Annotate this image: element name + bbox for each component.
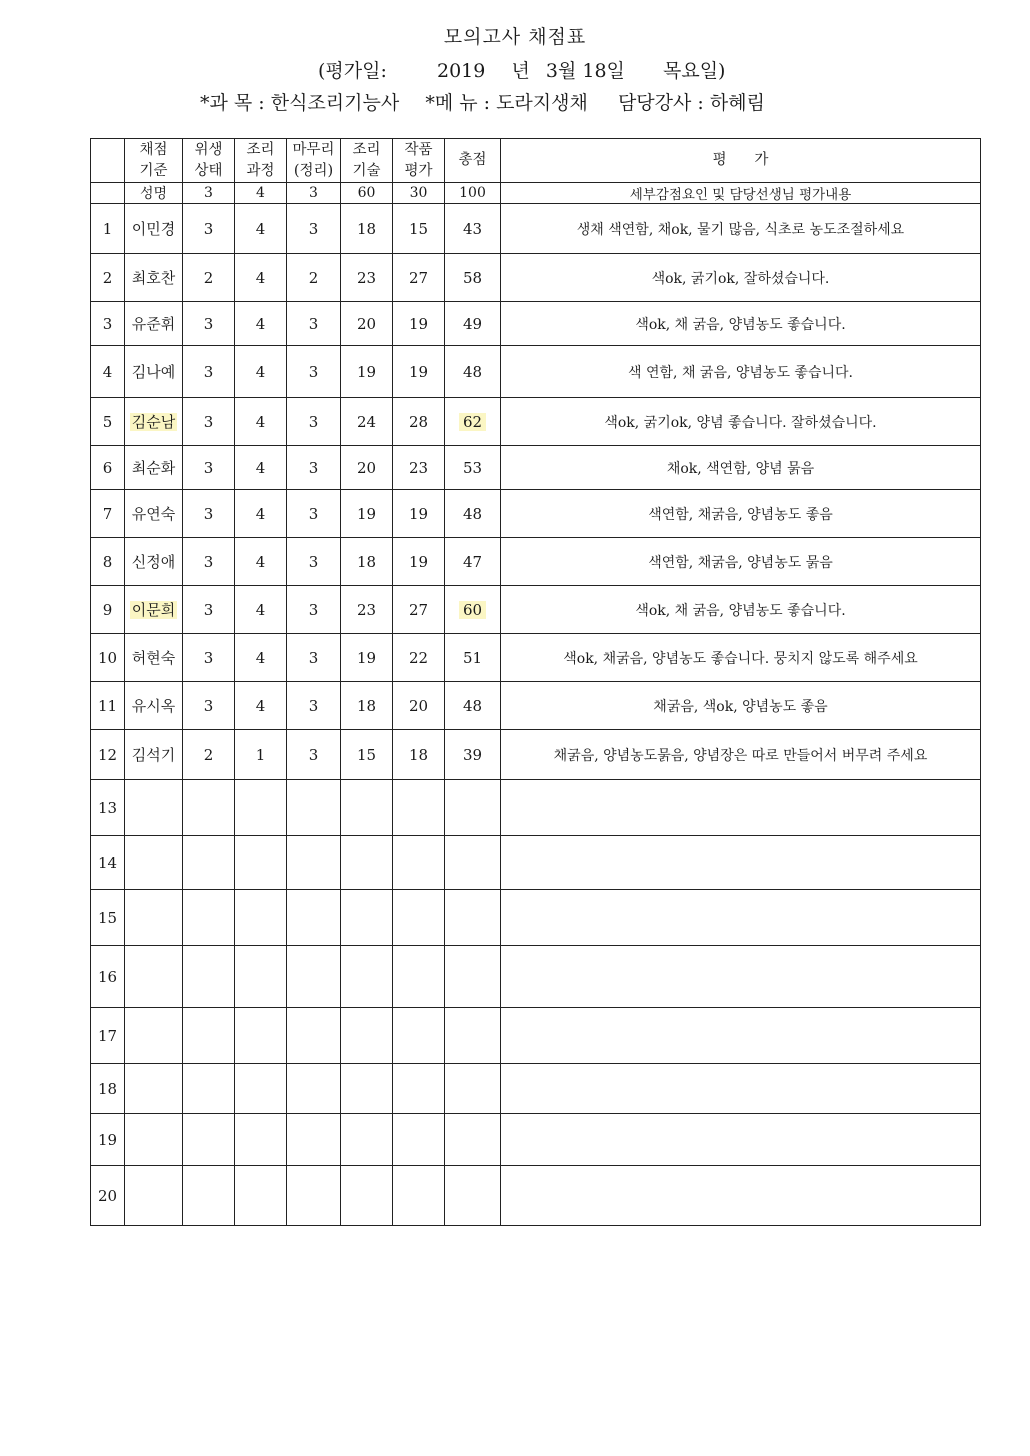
table-row	[91, 346, 981, 398]
technique-score	[341, 946, 393, 1008]
process-score: 4	[235, 586, 287, 634]
cleanup-max: 3	[287, 183, 341, 204]
student-name: 유준휘	[125, 302, 183, 346]
process-score: 4	[235, 538, 287, 586]
hygiene-score: 3	[183, 634, 235, 682]
row-number: 13	[91, 780, 125, 836]
row-number: 20	[91, 1166, 125, 1226]
eval-date-label: (평가일:	[318, 60, 387, 82]
process-score: 4	[235, 634, 287, 682]
row-number: 6	[91, 446, 125, 490]
row-number: 16	[91, 946, 125, 1008]
table-row	[91, 890, 981, 946]
technique-score: 20	[341, 446, 393, 490]
instructor-value: 하혜림	[709, 92, 765, 114]
student-name	[125, 946, 183, 1008]
student-name: 허현숙	[125, 634, 183, 682]
total-score: 48	[445, 346, 501, 398]
technique-score: 18	[341, 538, 393, 586]
row-number: 19	[91, 1114, 125, 1166]
table-row	[91, 586, 981, 634]
presentation-header	[393, 139, 445, 183]
process-score	[235, 946, 287, 1008]
score-table-body	[91, 139, 981, 1226]
document-title: 모의고사 채점표	[443, 26, 587, 48]
menu-label: *메 뉴 :	[425, 92, 491, 114]
table-row	[91, 446, 981, 490]
evaluation-comment: 색연함, 채굵음, 양념농도 좋음	[501, 490, 981, 538]
student-name	[125, 1008, 183, 1064]
table-row	[91, 730, 981, 780]
cleanup-score: 3	[287, 682, 341, 730]
student-name	[125, 398, 183, 446]
criteria-header	[125, 139, 183, 183]
evaluation-comment: 색ok, 굵기ok, 양념 좋습니다. 잘하셨습니다.	[501, 398, 981, 446]
presentation-score	[393, 890, 445, 946]
process-score	[235, 1008, 287, 1064]
technique-score: 19	[341, 634, 393, 682]
table-row	[91, 538, 981, 586]
student-name	[125, 890, 183, 946]
cleanup-score: 3	[287, 490, 341, 538]
total-score	[445, 586, 501, 634]
technique-score: 24	[341, 398, 393, 446]
evaluation-comment: 생채 색연함, 채ok, 물기 많음, 식초로 농도조절하세요	[501, 204, 981, 254]
total-score: 43	[445, 204, 501, 254]
row-number: 7	[91, 490, 125, 538]
evaluation-comment	[501, 946, 981, 1008]
criteria-header-line2: 기준	[139, 162, 168, 179]
table-row	[91, 836, 981, 890]
total-score	[445, 1064, 501, 1114]
technique-score: 20	[341, 302, 393, 346]
eval-year: 2019	[436, 60, 486, 82]
presentation-header-line1: 작품	[404, 141, 433, 158]
evaluation-comment: 색ok, 굵기ok, 잘하셨습니다.	[501, 254, 981, 302]
evaluation-comment	[501, 1166, 981, 1226]
hygiene-score: 3	[183, 538, 235, 586]
table-row	[91, 1064, 981, 1114]
presentation-max: 30	[393, 183, 445, 204]
technique-score: 18	[341, 682, 393, 730]
student-name	[125, 780, 183, 836]
hygiene-score: 3	[183, 204, 235, 254]
highlighted-name: 이문희	[131, 601, 176, 619]
row-number: 1	[91, 204, 125, 254]
student-name: 최순화	[125, 446, 183, 490]
process-score: 4	[235, 302, 287, 346]
total-score	[445, 890, 501, 946]
process-score: 4	[235, 682, 287, 730]
total-score	[445, 398, 501, 446]
total-score	[445, 1114, 501, 1166]
hygiene-score	[183, 836, 235, 890]
row-number: 3	[91, 302, 125, 346]
technique-max: 60	[341, 183, 393, 204]
cleanup-score: 3	[287, 446, 341, 490]
hygiene-score: 3	[183, 490, 235, 538]
eval-year-unit: 년	[511, 60, 530, 82]
process-score	[235, 1166, 287, 1226]
presentation-score	[393, 946, 445, 1008]
subject-label: *과 목 :	[200, 92, 265, 114]
process-header-line1: 조리	[246, 141, 275, 158]
row-number: 11	[91, 682, 125, 730]
hygiene-score	[183, 1114, 235, 1166]
cleanup-score	[287, 1114, 341, 1166]
cleanup-score: 3	[287, 398, 341, 446]
process-score: 4	[235, 446, 287, 490]
total-score: 53	[445, 446, 501, 490]
presentation-score: 23	[393, 446, 445, 490]
presentation-score	[393, 1114, 445, 1166]
presentation-score: 19	[393, 490, 445, 538]
process-score: 1	[235, 730, 287, 780]
row-number: 4	[91, 346, 125, 398]
cleanup-score	[287, 1008, 341, 1064]
row-number: 18	[91, 1064, 125, 1114]
evaluation-comment: 채굵음, 색ok, 양념농도 좋음	[501, 682, 981, 730]
evaluation-date	[318, 56, 725, 83]
technique-score	[341, 780, 393, 836]
evaluation-comment	[501, 890, 981, 946]
total-score: 49	[445, 302, 501, 346]
row-number: 12	[91, 730, 125, 780]
cleanup-header-line2: (정리)	[293, 162, 334, 179]
evaluation-comment	[501, 1008, 981, 1064]
technique-score	[341, 1166, 393, 1226]
process-score: 4	[235, 346, 287, 398]
total-score: 58	[445, 254, 501, 302]
table-row	[91, 204, 981, 254]
student-name	[125, 1166, 183, 1226]
row-number: 15	[91, 890, 125, 946]
evaluation-comment: 채굵음, 양념농도묽음, 양념장은 따로 만들어서 버무려 주세요	[501, 730, 981, 780]
process-score	[235, 836, 287, 890]
presentation-score: 15	[393, 204, 445, 254]
row-number: 2	[91, 254, 125, 302]
hygiene-score: 2	[183, 730, 235, 780]
table-row	[91, 780, 981, 836]
hygiene-score: 3	[183, 682, 235, 730]
highlighted-total: 62	[459, 413, 486, 431]
presentation-score: 27	[393, 254, 445, 302]
table-row	[91, 1166, 981, 1226]
technique-header-line1: 조리	[352, 141, 381, 158]
table-row	[91, 1114, 981, 1166]
score-table	[90, 138, 981, 1226]
cleanup-score	[287, 780, 341, 836]
process-score: 4	[235, 204, 287, 254]
process-score: 4	[235, 254, 287, 302]
hygiene-score: 3	[183, 446, 235, 490]
max-row-number	[91, 183, 125, 204]
table-row	[91, 254, 981, 302]
header-row	[91, 139, 981, 183]
presentation-score: 20	[393, 682, 445, 730]
evaluation-comment: 색 연함, 채 굵음, 양념농도 좋습니다.	[501, 346, 981, 398]
evaluation-note-header: 세부감점요인 및 담당선생님 평가내용	[501, 183, 981, 204]
technique-header	[341, 139, 393, 183]
evaluation-comment: 채ok, 색연함, 양념 묽음	[501, 446, 981, 490]
process-score	[235, 780, 287, 836]
process-header	[235, 139, 287, 183]
student-name: 김석기	[125, 730, 183, 780]
subject-line	[200, 88, 765, 115]
hygiene-score	[183, 1008, 235, 1064]
total-score: 47	[445, 538, 501, 586]
hygiene-header-line1: 위생	[194, 141, 223, 158]
presentation-score: 18	[393, 730, 445, 780]
instructor-label: 담당강사 :	[617, 92, 704, 114]
total-score: 48	[445, 682, 501, 730]
process-score	[235, 1114, 287, 1166]
technique-score	[341, 890, 393, 946]
presentation-score	[393, 1064, 445, 1114]
process-score: 4	[235, 490, 287, 538]
evaluation-comment	[501, 1114, 981, 1166]
row-number: 5	[91, 398, 125, 446]
evaluation-comment: 색연함, 채굵음, 양념농도 묽음	[501, 538, 981, 586]
technique-score	[341, 1064, 393, 1114]
hygiene-header-line2: 상태	[194, 162, 223, 179]
hygiene-score: 3	[183, 302, 235, 346]
total-score: 51	[445, 634, 501, 682]
presentation-score: 19	[393, 538, 445, 586]
eval-month-day: 3월 18일	[545, 60, 625, 82]
technique-score: 19	[341, 346, 393, 398]
presentation-score: 28	[393, 398, 445, 446]
table-row	[91, 946, 981, 1008]
process-score: 4	[235, 398, 287, 446]
row-number: 9	[91, 586, 125, 634]
student-name: 유연숙	[125, 490, 183, 538]
table-row	[91, 302, 981, 346]
table-row	[91, 490, 981, 538]
process-score	[235, 890, 287, 946]
row-number: 10	[91, 634, 125, 682]
cleanup-score: 3	[287, 302, 341, 346]
table-row	[91, 1008, 981, 1064]
student-name	[125, 836, 183, 890]
cleanup-header	[287, 139, 341, 183]
eval-weekday: 목요일)	[663, 60, 726, 82]
cleanup-score	[287, 836, 341, 890]
cleanup-score: 3	[287, 346, 341, 398]
presentation-score	[393, 1008, 445, 1064]
cleanup-score	[287, 946, 341, 1008]
cleanup-header-line1: 마무리	[292, 141, 335, 158]
student-name: 신정애	[125, 538, 183, 586]
evaluation-comment: 색ok, 채굵음, 양념농도 좋습니다. 뭉치지 않도록 해주세요	[501, 634, 981, 682]
student-name: 이민경	[125, 204, 183, 254]
total-header: 총점	[445, 139, 501, 183]
presentation-score: 22	[393, 634, 445, 682]
student-name: 유시옥	[125, 682, 183, 730]
process-max: 4	[235, 183, 287, 204]
hygiene-score: 3	[183, 346, 235, 398]
presentation-score	[393, 780, 445, 836]
cleanup-score	[287, 890, 341, 946]
technique-score: 23	[341, 586, 393, 634]
cleanup-score: 2	[287, 254, 341, 302]
evaluation-comment	[501, 780, 981, 836]
highlighted-name: 김순남	[131, 413, 176, 431]
hygiene-score	[183, 1064, 235, 1114]
total-score	[445, 780, 501, 836]
evaluation-comment: 색ok, 채 굵음, 양념농도 좋습니다.	[501, 586, 981, 634]
total-score	[445, 836, 501, 890]
hygiene-header	[183, 139, 235, 183]
student-name	[125, 1064, 183, 1114]
evaluation-comment	[501, 1064, 981, 1114]
presentation-score: 27	[393, 586, 445, 634]
table-row	[91, 682, 981, 730]
total-score: 39	[445, 730, 501, 780]
menu-value: 도라지생채	[496, 92, 588, 114]
presentation-score	[393, 836, 445, 890]
hygiene-max: 3	[183, 183, 235, 204]
total-max: 100	[445, 183, 501, 204]
hygiene-score	[183, 890, 235, 946]
total-score	[445, 946, 501, 1008]
technique-score: 15	[341, 730, 393, 780]
presentation-score	[393, 1166, 445, 1226]
table-row	[91, 398, 981, 446]
evaluation-comment: 색ok, 채 굵음, 양념농도 좋습니다.	[501, 302, 981, 346]
total-score	[445, 1166, 501, 1226]
technique-score	[341, 1114, 393, 1166]
cleanup-score: 3	[287, 634, 341, 682]
presentation-score: 19	[393, 346, 445, 398]
technique-score	[341, 836, 393, 890]
student-name	[125, 586, 183, 634]
hygiene-score: 3	[183, 586, 235, 634]
hygiene-score	[183, 1166, 235, 1226]
cleanup-score: 3	[287, 204, 341, 254]
row-number-header	[91, 139, 125, 183]
cleanup-score: 3	[287, 586, 341, 634]
presentation-header-line2: 평가	[404, 162, 433, 179]
cleanup-score	[287, 1166, 341, 1226]
hygiene-score	[183, 946, 235, 1008]
technique-score	[341, 1008, 393, 1064]
subject-value: 한식조리기능사	[270, 92, 400, 114]
evaluation-header: 평 가	[501, 139, 981, 183]
highlighted-total: 60	[459, 601, 486, 619]
hygiene-score: 2	[183, 254, 235, 302]
cleanup-score: 3	[287, 538, 341, 586]
process-header-line2: 과정	[246, 162, 275, 179]
cleanup-score: 3	[287, 730, 341, 780]
hygiene-score	[183, 780, 235, 836]
technique-score: 18	[341, 204, 393, 254]
student-name	[125, 1114, 183, 1166]
technique-score: 23	[341, 254, 393, 302]
presentation-score: 19	[393, 302, 445, 346]
cleanup-score	[287, 1064, 341, 1114]
total-score	[445, 1008, 501, 1064]
max-score-row	[91, 183, 981, 204]
table-row	[91, 634, 981, 682]
total-score: 48	[445, 490, 501, 538]
row-number: 8	[91, 538, 125, 586]
evaluation-comment	[501, 836, 981, 890]
name-header: 성명	[125, 183, 183, 204]
technique-score: 19	[341, 490, 393, 538]
technique-header-line2: 기술	[352, 162, 381, 179]
student-name: 김나예	[125, 346, 183, 398]
row-number: 17	[91, 1008, 125, 1064]
process-score	[235, 1064, 287, 1114]
student-name: 최호찬	[125, 254, 183, 302]
criteria-header-line1: 채점	[139, 141, 168, 158]
row-number: 14	[91, 836, 125, 890]
hygiene-score: 3	[183, 398, 235, 446]
